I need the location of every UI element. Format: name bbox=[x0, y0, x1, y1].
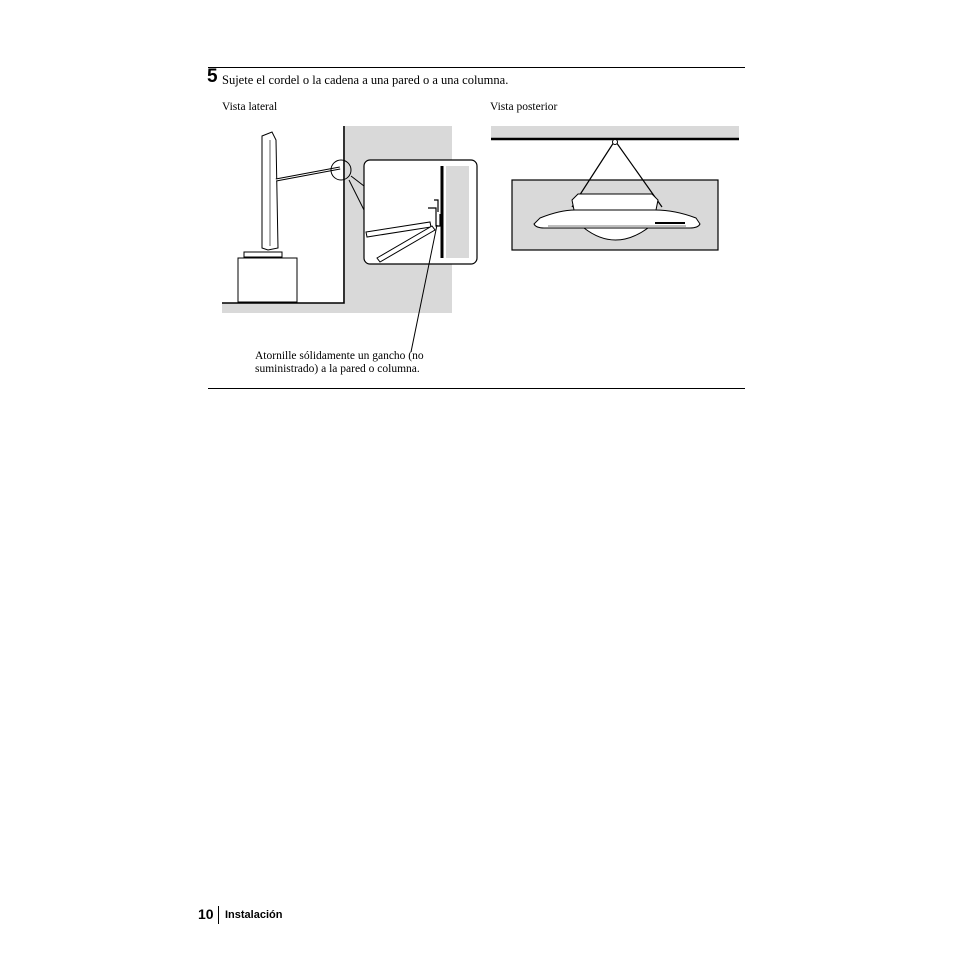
hook-detail-inset bbox=[364, 160, 477, 352]
rear-view-illustration bbox=[491, 126, 739, 250]
callout-line: Atornille sólidamente un gancho (no bbox=[255, 350, 424, 362]
tv-stand-furniture bbox=[238, 258, 297, 302]
step-number: 5 bbox=[207, 66, 218, 87]
hook-callout bbox=[255, 350, 424, 375]
footer-divider bbox=[218, 906, 219, 924]
tv-pedestal bbox=[244, 252, 282, 257]
floor-area bbox=[222, 303, 452, 313]
rear-view-caption: Vista posterior bbox=[490, 101, 558, 113]
section-name: Instalación bbox=[225, 909, 283, 921]
side-view-caption: Vista lateral bbox=[222, 101, 278, 113]
page-number: 10 bbox=[198, 906, 214, 922]
bottom-rule bbox=[208, 388, 745, 389]
step-instruction: Sujete el cordel o la cadena a una pared o a una columna. bbox=[222, 73, 509, 87]
callout-line: suministrado) a la pared o columna. bbox=[255, 362, 420, 375]
